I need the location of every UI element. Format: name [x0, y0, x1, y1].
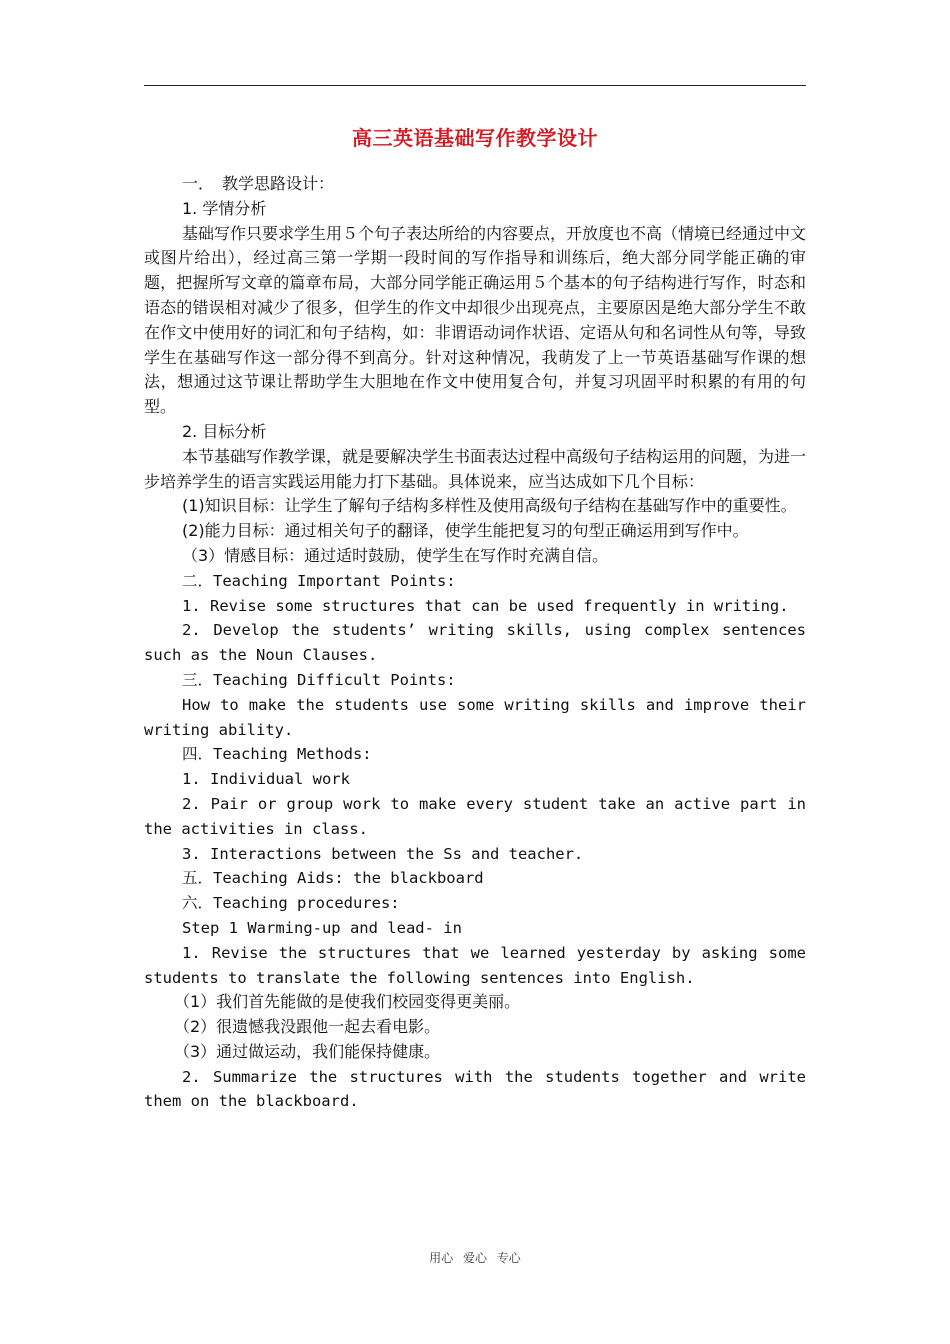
- section-heading-4: 四．Teaching Methods:: [182, 745, 372, 764]
- method-1: 1. Individual work: [182, 770, 350, 789]
- document-title: 高三英语基础写作教学设计: [352, 126, 598, 150]
- paragraph-situation-analysis: 基础写作只要求学生用５个句子表达所给的内容要点，开放度也不高（情境已经通过中文或图片给出），经过高三第一学期一段时间的写作指导和训练后，绝大部分同学能正确的审题，把握所写文章的篇章布局，大部分同学能正确运用５个基本的句子结构进行写作，时态和语态的错误相对减少了很多，但学生的作文中却很少出现亮点，主要原因是绝大部分学生不敢在作文中使用好的词汇和句子结构，如：非谓语动词作状语、定语从句和名词性从句等，导致学生在基础写作这一部分得不到高分。针对这种情况，我萌发了上一节英语基础写作课的想法，想通过这节课让帮助学生大胆地在作文中使用复合句，并复习巩固平时积累的有用的句型。: [144, 223, 807, 417]
- difficult-point: How to make the students use some writing skills and improve their writing ability.: [144, 695, 806, 739]
- subheading-situation-analysis: 1. 学情分析: [182, 198, 267, 218]
- method-3: 3. Interactions between the Ss and teacher.: [182, 844, 584, 863]
- section-heading-3: 三．Teaching Difficult Points:: [182, 670, 456, 689]
- goal-emotion: （3）情感目标：通过适时鼓励，使学生在写作时充满自信。: [182, 545, 609, 565]
- subheading-goal-analysis: 2. 目标分析: [182, 421, 267, 441]
- paragraph-goal-analysis: 本节基础写作教学课，就是要解决学生书面表达过程中高级句子结构运用的问题，为进一步培养学生的语言实践运用能力打下基础。具体说来，应当达成如下几个目标：: [144, 446, 807, 491]
- important-point-1: 1. Revise some structures that can be used frequently in writing.: [182, 596, 789, 615]
- goal-ability: (2)能力目标：通过相关句子的翻译，使学生能把复习的句型正确运用到写作中。: [182, 521, 749, 541]
- important-point-2: 2. Develop the students’ writing skills, using complex sentences such as the Noun Clauses.: [144, 621, 806, 665]
- page-footer: 用心 爱心 专心: [429, 1251, 521, 1265]
- header-rule: [144, 85, 806, 86]
- section-heading-5: 五．Teaching Aids: the blackboard: [182, 869, 484, 888]
- goal-knowledge: (1)知识目标：让学生了解句子结构多样性及使用高级句子结构在基础写作中的重要性。: [182, 496, 797, 516]
- step-1-item-1: 1. Revise the structures that we learned yesterday by asking some students to translate the following sentences into English.: [144, 943, 806, 987]
- section-heading-6: 六．Teaching procedures:: [182, 894, 400, 913]
- section-heading-1: 一． 教学思路设计：: [182, 174, 335, 193]
- step-1-heading: Step 1 Warming-up and lead- in: [182, 918, 462, 937]
- step-1-item-2: 2. Summarize the structures with the students together and write them on the blackboard.: [144, 1067, 806, 1111]
- method-2: 2. Pair or group work to make every student take an active part in the activities in class.: [144, 794, 806, 838]
- section-heading-2: 二．Teaching Important Points:: [182, 571, 456, 590]
- translation-sentence-1: （1）我们首先能做的是使我们校园变得更美丽。: [174, 992, 521, 1012]
- document-body: [144, 172, 806, 1114]
- translation-sentence-2: （2）很遗憾我没跟他一起去看电影。: [174, 1017, 441, 1037]
- translation-sentence-3: （3）通过做运动，我们能保持健康。: [174, 1041, 441, 1061]
